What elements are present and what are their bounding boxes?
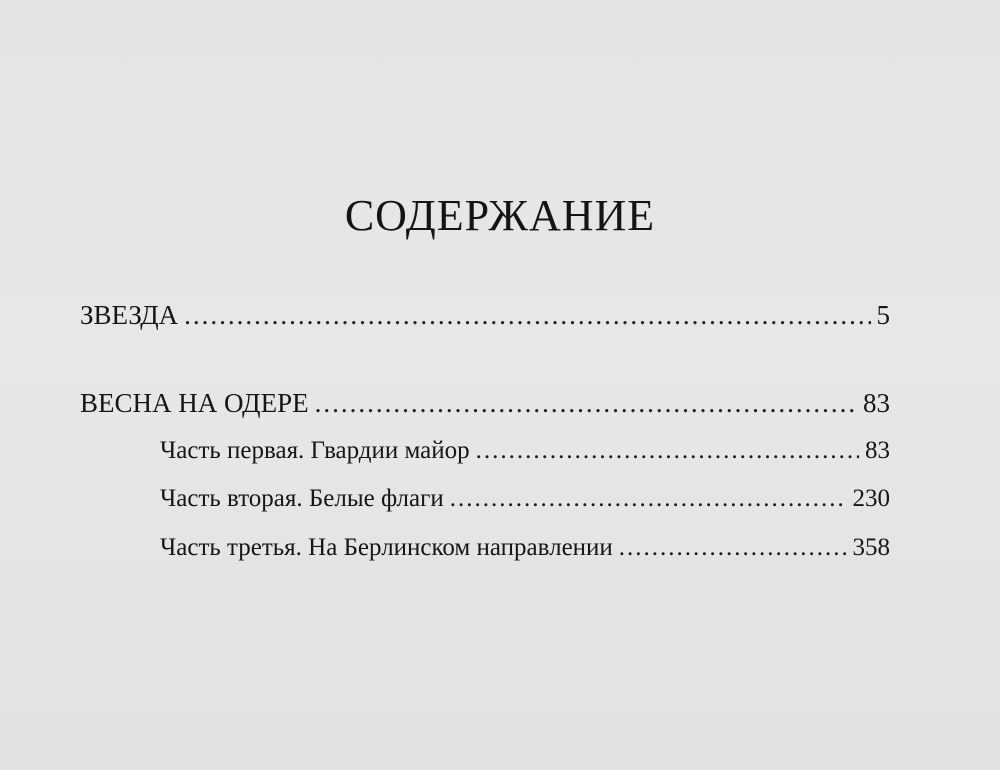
toc-entry-page: 358 bbox=[852, 534, 890, 561]
dot-leader bbox=[184, 300, 870, 331]
dot-leader bbox=[315, 388, 857, 419]
toc-subentry-part-1 bbox=[160, 437, 890, 465]
toc-entry-page: 83 bbox=[863, 388, 890, 418]
toc-subentry-part-2 bbox=[160, 485, 890, 513]
dot-leader bbox=[619, 534, 847, 562]
toc-entry-zvezda bbox=[80, 300, 890, 331]
toc-entry-vesna-na-odere bbox=[80, 388, 890, 419]
toc-subentry-part-3 bbox=[160, 534, 890, 562]
toc-entry-title: Часть третья. На Берлинском направлении bbox=[160, 534, 613, 561]
toc-entry-page: 230 bbox=[852, 485, 890, 512]
toc-entry-title: Часть вторая. Белые флаги bbox=[160, 485, 444, 512]
toc-entry-title: ВЕСНА НА ОДЕРЕ bbox=[80, 388, 309, 418]
dot-leader bbox=[450, 485, 847, 513]
toc-entry-page: 83 bbox=[865, 437, 890, 464]
contents-heading: СОДЕРЖАНИЕ bbox=[344, 191, 656, 240]
toc-entry-title: Часть первая. Гвардии майор bbox=[160, 437, 470, 464]
toc-entry-page: 5 bbox=[876, 300, 890, 330]
toc-entry-title: ЗВЕЗДА bbox=[80, 300, 179, 330]
dot-leader bbox=[476, 437, 859, 465]
